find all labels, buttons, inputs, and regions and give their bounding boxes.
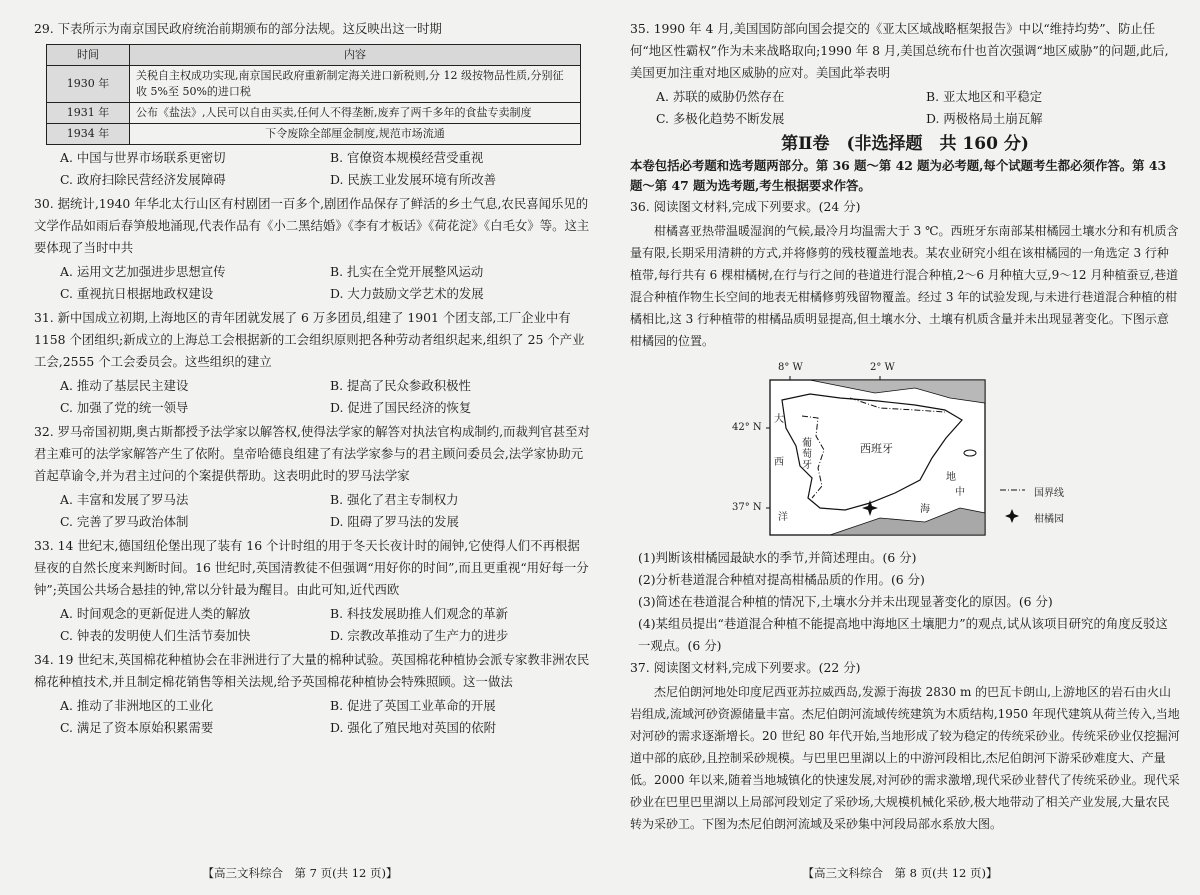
label-med-3: 海 <box>920 504 930 515</box>
table-row <box>47 66 581 103</box>
lon-label-2w: 2° W <box>870 362 895 373</box>
table-cell-year: 1934 年 <box>47 124 130 145</box>
legend-orchard-label: 柑橘园 <box>1034 514 1064 525</box>
q37-passage: 杰尼伯朗河地处印度尼西亚苏拉威西岛,发源于海拔 2830 m 的巴瓦卡朗山,上游地区的岩石由火山岩组成,流域河砂资源储量丰富。杰尼伯朗河流域传统建筑为木质结构,1950 年现代建筑从荷兰传入,当地对河砂的需求逐渐增长。20 世纪 80 年代开始,当地形成了较为稳定的传统采砂业。传统采砂业仅挖掘河道中部的底砂,且控制采砂规模。与巴里巴里湖以上的中游河段相比,杰尼伯朗河下游采砂难度大、产量低。2000 年以来,随着当地城镇化的快速发展,对河砂的需求激增,现代采砂业替代了传统采砂业。现代采砂业在巴里巴里湖以上局部河段划定了采砂场,大规模机械化采砂,极大地带动了相关产业发展,大量农民转为采砂工。下图为杰尼伯朗河流域及采砂集中河段局部水系放大图。 <box>630 685 1180 831</box>
q36-sub-4: (4)某组员提出“巷道混合种植不能提高地中海地区土壤肥力”的观点,试从该项目研究的角度反驳这一观点。(6 分) <box>638 616 1168 653</box>
option-d[interactable]: D. 促进了国民经济的恢复 <box>330 400 472 415</box>
option-a[interactable]: A. 时间观念的更新促进人类的解放 <box>60 606 251 621</box>
table-header-time: 时间 <box>47 45 130 66</box>
table-cell-year: 1930 年 <box>47 66 130 103</box>
q36-sub-2: (2)分析巷道混合种植对提高柑橘品质的作用。(6 分) <box>638 572 925 587</box>
option-d[interactable]: D. 两极格局土崩瓦解 <box>926 111 1043 126</box>
q29-table <box>46 44 581 145</box>
option-b[interactable]: B. 科技发展助推人们观念的革新 <box>330 606 509 621</box>
option-d[interactable]: D. 强化了殖民地对英国的依附 <box>330 720 497 735</box>
option-d[interactable]: D. 大力鼓励文学艺术的发展 <box>330 286 484 301</box>
label-atlantic-1: 大 <box>774 414 784 425</box>
q29-options <box>34 147 590 191</box>
option-a[interactable]: A. 推动了基层民主建设 <box>60 378 189 393</box>
q37-stem: 37. 阅读图文材料,完成下列要求。(22 分) <box>630 660 861 675</box>
option-a[interactable]: A. 丰富和发展了罗马法 <box>60 492 189 507</box>
table-cell-content: 公布《盐法》,人民可以自由买卖,任何人不得垄断,废弃了两千多年的食盐专卖制度 <box>130 103 581 124</box>
option-c[interactable]: C. 多极化趋势不断发展 <box>656 111 785 126</box>
option-c[interactable]: C. 加强了党的统一领导 <box>60 400 189 415</box>
table-header-content: 内容 <box>130 45 581 66</box>
lon-label-8w: 8° W <box>778 362 803 373</box>
table-cell-year: 1931 年 <box>47 103 130 124</box>
table-row <box>47 103 581 124</box>
label-atlantic-3: 洋 <box>778 512 788 523</box>
option-b[interactable]: B. 官僚资本规模经营受重视 <box>330 150 484 165</box>
q35-stem: 35. 1990 年 4 月,美国国防部向国会提交的《亚太区域战略框架报告》中以“维持均势”、防止任何“地区性霸权”作为未来战略取向;1990 年 8 月,美国总统布什也首次强调“地区威胁”的问题,此后,美国更加注重对地区威胁的应对。美国此举表明 <box>630 21 1169 80</box>
q33-options <box>34 603 590 647</box>
table-row <box>47 124 581 145</box>
option-a[interactable]: A. 运用文艺加强进步思想宣传 <box>60 264 226 279</box>
page-footer-7: 【高三文科综合 第 7 页(共 12 页)】 <box>202 866 398 880</box>
right-page <box>600 0 1200 895</box>
lat-label-42n: 42° N <box>732 422 762 433</box>
iberia-map <box>700 358 1120 543</box>
label-portugal: 葡萄牙 <box>802 438 812 471</box>
option-c[interactable]: C. 钟表的发明使人们生活节奏加快 <box>60 628 251 643</box>
option-a[interactable]: A. 苏联的威胁仍然存在 <box>656 89 785 104</box>
q32-options <box>34 489 590 533</box>
lat-label-37n: 37° N <box>732 502 762 513</box>
q36-sub-3: (3)简述在巷道混合种植的情况下,土壤水分并未出现显著变化的原因。(6 分) <box>638 594 1053 609</box>
q33-stem: 33. 14 世纪末,德国纽伦堡出现了装有 16 个计时组的用于冬天长夜计时的闹钟,它使得人们不再根据昼夜的自然长度来判断时间。16 世纪时,英国清教徒不但强调“用好你的时间”,而且更重视“用好每一分钟”;英国公共场合悬挂的钟,常以分针最为醒目。由此可知,近代西欧 <box>34 538 589 597</box>
q31-options <box>34 375 590 419</box>
option-b[interactable]: B. 提高了民众参政积极性 <box>330 378 471 393</box>
q30-stem: 30. 据统计,1940 年华北太行山区有村剧团一百多个,剧团作品保存了鲜活的乡土气息,农民喜闻乐见的文学作品如雨后春笋般地涌现,代表作品有《小二黑结婚》《李有才板话》《荷花淀》《白毛女》等。这主要体现了当时中共 <box>34 196 590 255</box>
option-d[interactable]: D. 阻碍了罗马法的发展 <box>330 514 459 529</box>
label-spain: 西班牙 <box>860 442 893 455</box>
table-cell-content: 关税自主权成功实现,南京国民政府重新制定海关进口新税则,分 12 级按物品性质,分别征收 5%至 50%的进口税 <box>130 66 581 103</box>
q34-stem: 34. 19 世纪末,英国棉花种植协会在非洲进行了大量的棉种试验。英国棉花种植协会派专家教非洲农民棉花种植技术,并且制定棉花销售等相关法规,给予英国棉花种植协会特殊照顾。这一做法 <box>34 652 590 689</box>
legend-star-icon <box>1005 509 1019 523</box>
option-d[interactable]: D. 民族工业发展环境有所改善 <box>330 172 497 187</box>
page-footer-8: 【高三文科综合 第 8 页(共 12 页)】 <box>802 866 998 880</box>
q32-stem: 32. 罗马帝国初期,奥古斯都授予法学家以解答权,使得法学家的解答对执法官构成制约,而裁判官甚至对君主难可的法学家解答产生了依附。皇帝哈德良组建了有法学家参与的君主顾问委员会,法学家协助元首起草谕令,并为君主过问的个案提供帮助。这表明此时的罗马法学家 <box>34 424 590 483</box>
option-a[interactable]: A. 中国与世界市场联系更密切 <box>60 150 226 165</box>
option-b[interactable]: B. 促进了英国工业革命的开展 <box>330 698 496 713</box>
option-c[interactable]: C. 重视抗日根据地政权建设 <box>60 286 214 301</box>
option-d[interactable]: D. 宗教改革推动了生产力的进步 <box>330 628 509 643</box>
label-med-2: 中 <box>955 487 965 498</box>
balearic-island <box>964 450 976 456</box>
option-c[interactable]: C. 政府扫除民营经济发展障碍 <box>60 172 226 187</box>
option-b[interactable]: B. 亚太地区和平稳定 <box>926 89 1043 104</box>
label-med-1: 地 <box>946 472 956 483</box>
q29-stem: 29. 下表所示为南京国民政府统治前期颁布的部分法规。这反映出这一时期 <box>34 21 442 36</box>
q36-passage: 柑橘喜亚热带温暖湿润的气候,最冷月均温需大于 3 ℃。西班牙东南部某柑橘园土壤水分和有机质含量有限,长期采用清耕的方式,并将修剪的残枝覆盖地表。某农业研究小组在该柑橘园的一角选定 3 行种植带,每行共有 6 棵柑橘树,在行与行之间的巷道进行混合种植,2～6 月种植大豆,9～12 月种植蚕豆,巷道混合种植作物生长空间的地表无柑橘修剪残留物覆盖。经过 3 年的试验发现,与未进行巷道混合种植的柑橘相比,这 3 行种植带的柑橘品质明显提高,但土壤水分、土壤有机质含量并未出现显著变化。下图示意柑橘园的位置。 <box>630 224 1179 348</box>
q35-options <box>630 86 1180 130</box>
section-note: 本卷包括必考题和选考题两部分。第 36 题～第 42 题为必考题,每个试题考生都必须作答。第 43 题～第 47 题为选考题,考生根据要求作答。 <box>630 158 1167 193</box>
q30-options <box>34 261 590 305</box>
option-b[interactable]: B. 强化了君主专制权力 <box>330 492 459 507</box>
q34-options <box>34 695 590 739</box>
option-c[interactable]: C. 满足了资本原始积累需要 <box>60 720 214 735</box>
legend-border-label: 国界线 <box>1034 488 1064 499</box>
option-a[interactable]: A. 推动了非洲地区的工业化 <box>60 698 214 713</box>
option-c[interactable]: C. 完善了罗马政治体制 <box>60 514 189 529</box>
q36-sub-1: (1)判断该柑橘园最缺水的季节,并简述理由。(6 分) <box>638 550 917 565</box>
section-title: 第Ⅱ卷 (非选择题 共 160 分) <box>781 134 1029 154</box>
label-atlantic-2: 西 <box>774 457 784 468</box>
table-cell-content: 下令废除全部厘金制度,规范市场流通 <box>130 124 581 145</box>
option-b[interactable]: B. 扎实在全党开展整风运动 <box>330 264 484 279</box>
q36-stem: 36. 阅读图文材料,完成下列要求。(24 分) <box>630 199 861 214</box>
q31-stem: 31. 新中国成立初期,上海地区的青年团就发展了 6 万多团员,组建了 1901 个团支部,工厂企业中有 1158 个团组织;新成立的上海总工会根据新的工会组织原则把各种劳动者组织起来,组织了 25 个产业工会,2555 个工会委员会。这些组织的建立 <box>34 310 585 369</box>
